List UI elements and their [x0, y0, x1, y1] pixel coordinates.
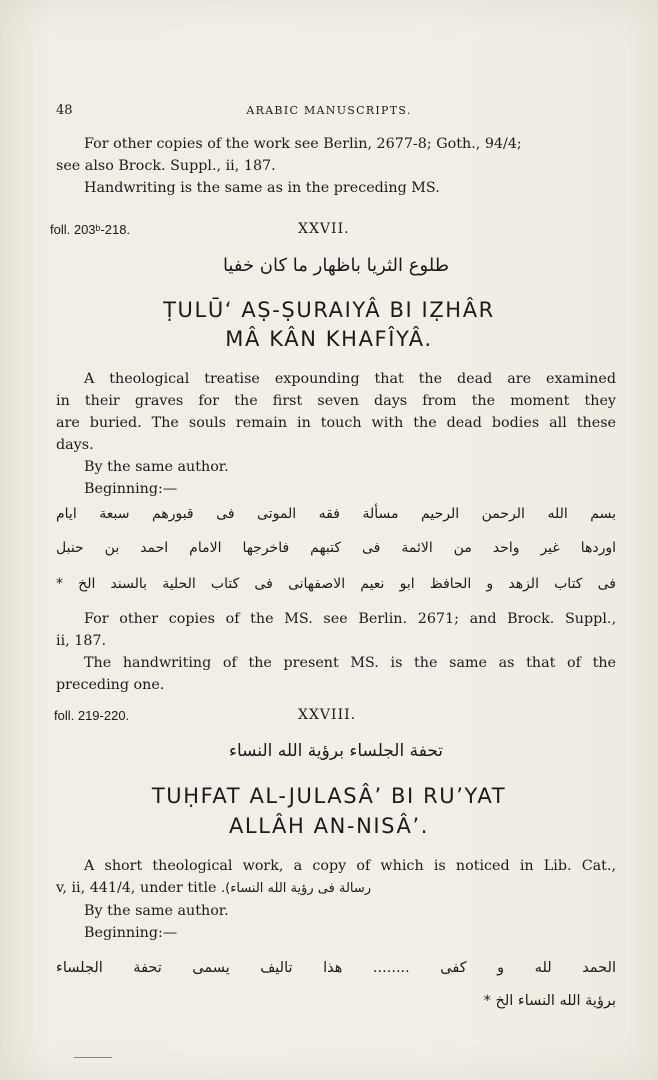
- entry28-folio: foll. 219-220.: [54, 708, 130, 723]
- running-title: ARABIC MANUSCRIPTS.: [246, 104, 412, 117]
- intro-line-3: Handwriting is the same as in the preceding MS.: [84, 180, 440, 196]
- entry28-arabic-line-1: الحمد لله و كفى ........ هذا تاليف يسمى تحفة الجلساء: [56, 960, 616, 976]
- entry27-folio: foll. 203ᵇ-218.: [50, 222, 131, 237]
- entry27-handwriting-line-1: The handwriting of the present MS. is the same as that of the: [84, 655, 616, 671]
- intro-line-1: For other copies of the work see Berlin, 2677-8; Goth., 94/4;: [84, 136, 522, 152]
- entry27-other-copies-line-2: ii, 187.: [56, 633, 107, 649]
- entry28-roman-numeral: XXVIII.: [298, 707, 357, 723]
- intro-line-2: see also Brock. Suppl., ii, 187.: [56, 158, 276, 174]
- entry27-roman-numeral: XXVII.: [298, 221, 350, 237]
- entry27-desc-line-1: A theological treatise expounding that the dead are examined: [84, 371, 616, 387]
- entry27-author: By the same author.: [84, 459, 229, 475]
- footer-mark: [74, 1057, 112, 1058]
- entry27-arabic-title: طلوع الثريا باظهار ما كان خفيا: [222, 255, 450, 276]
- entry27-arabic-line-1: بسم الله الرحمن الرحيم مسألة فقه الموتى فى قبورهم سبعة ايام: [56, 506, 616, 522]
- entry27-notes: [56, 608, 616, 696]
- entry28-desc-arabic-inline: رسالة فى رؤية الله النساء).: [221, 881, 372, 896]
- entry28-beginning-label: Beginning:—: [84, 925, 178, 941]
- entry27-other-copies-line-1: For other copies of the MS. see Berlin. 2671; and Brock. Suppl.,: [84, 611, 616, 627]
- entry28-description: [56, 855, 616, 944]
- entry27-description: [56, 368, 616, 500]
- entry27-desc-line-4: days.: [56, 437, 94, 453]
- entry27-title-line-1: ṬULŪ‘ AṢ-ṢURAIYÂ BI IẒHÂR: [163, 298, 495, 322]
- entry28-desc-line-2: [56, 877, 616, 900]
- entry28-desc-line-2-text: v, ii, 441/4, under title: [56, 880, 217, 896]
- entry27-arabic-line-2: اوردها غير واحد من الائمة فى كتبهم فاخرجها الامام احمد بن حنبل: [56, 540, 616, 556]
- entry28-desc-line-1: A short theological work, a copy of which is noticed in Lib. Cat.,: [84, 858, 616, 874]
- intro-paragraph: [56, 133, 616, 199]
- page-number: 48: [56, 103, 73, 118]
- entry28-arabic-line-2: برؤية الله النساء الخ *: [483, 993, 616, 1009]
- entry27-arabic-line-3: فى كتاب الزهد و الحافظ ابو نعيم الاصفهانى فى كتاب الحلية بالسند الخ *: [56, 576, 616, 592]
- entry28-author: By the same author.: [84, 903, 229, 919]
- entry27-beginning-label: Beginning:—: [84, 481, 178, 497]
- entry27-desc-line-2: in their graves for the first seven days from the moment they: [56, 393, 616, 409]
- entry28-title-line-1: TUḤFAT AL-JULASÂ’ BI RU’YAT: [151, 784, 507, 808]
- entry27-handwriting-line-2: preceding one.: [56, 677, 165, 693]
- entry27-desc-line-3: are buried. The souls remain in touch with the dead bodies all these: [56, 415, 616, 431]
- entry27-title-line-2: MÂ KÂN KHAFÎYÂ.: [225, 327, 433, 351]
- entry28-title-line-2: ALLÂH AN-NISÂ’.: [228, 814, 430, 838]
- entry28-arabic-title: تحفة الجلساء برؤية الله النساء: [228, 741, 444, 761]
